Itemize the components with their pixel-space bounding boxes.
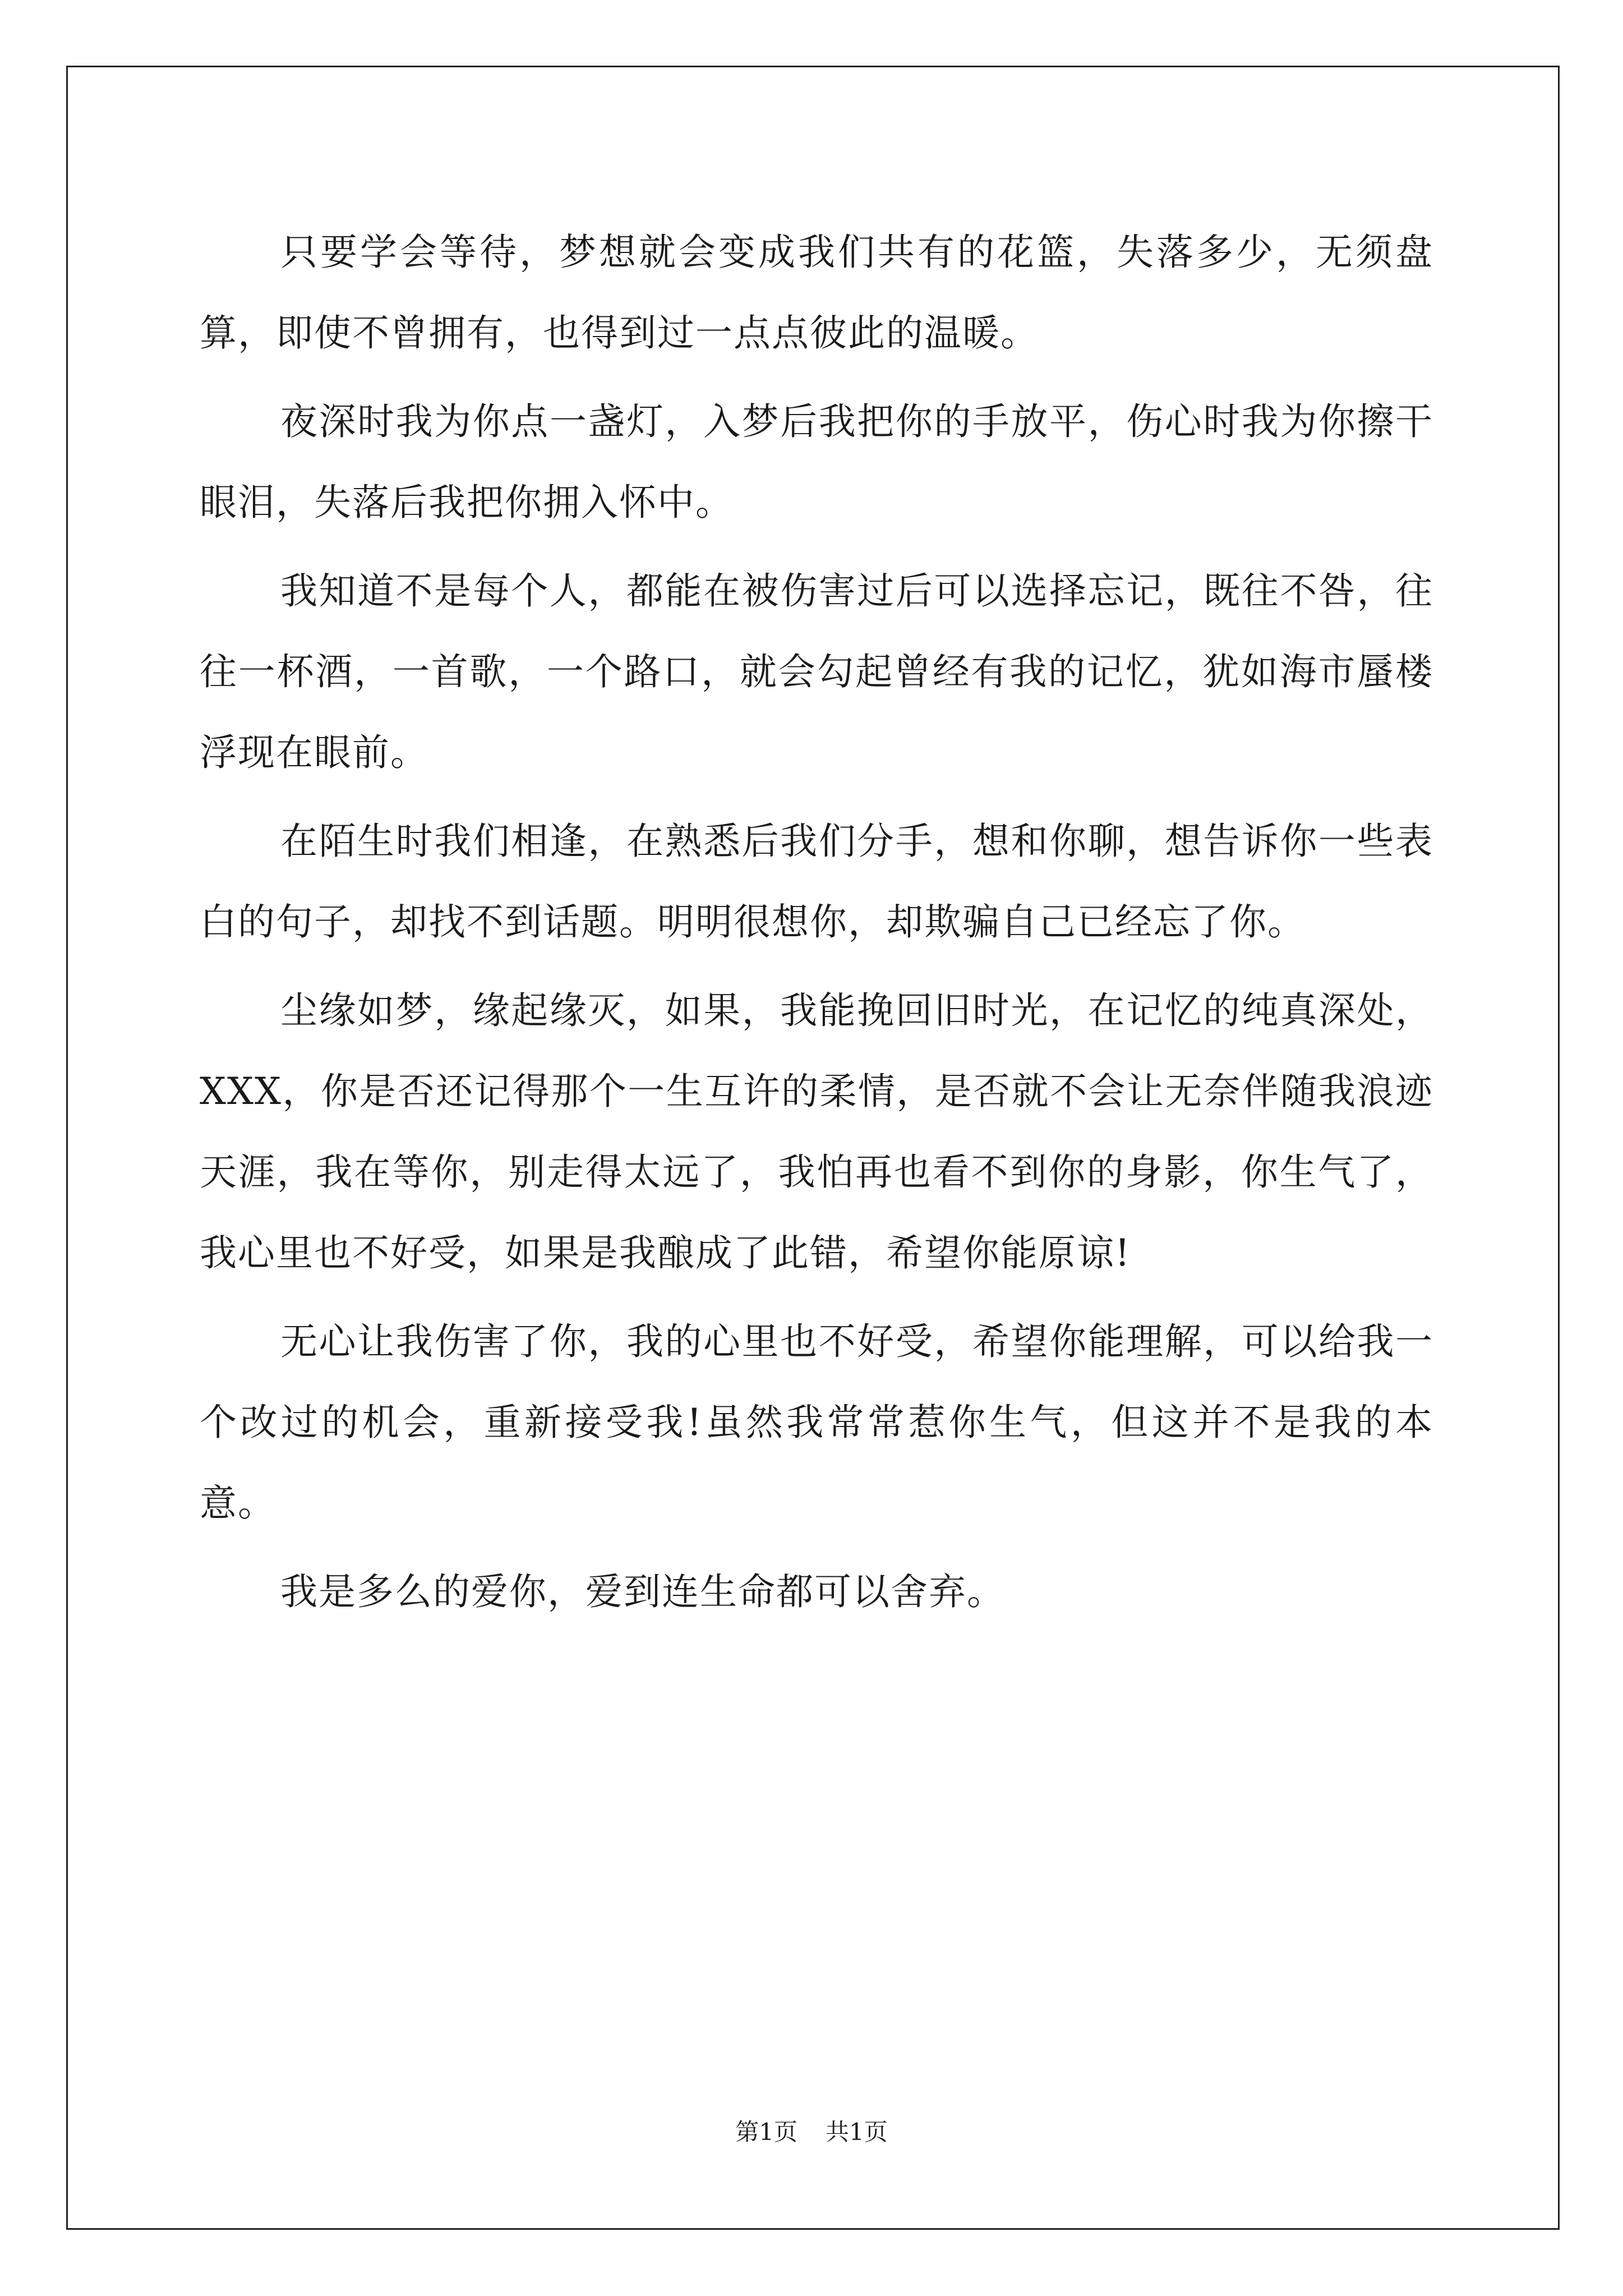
paragraph-1: 只要学会等待，梦想就会变成我们共有的花篮，失落多少，无须盘算，即使不曾拥有，也得到过一点点彼此的温暖。 <box>200 231 1433 355</box>
page-footer <box>0 2114 1623 2147</box>
paragraph-7: 我是多么的爱你，爱到连生命都可以舍弃。 <box>280 1570 1005 1613</box>
paragraph-3: 我知道不是每个人，都能在被伤害过后可以选择忘记，既往不咎，往往一杯酒，一首歌，一个路口，就会勾起曾经有我的记忆，犹如海市蜃楼浮现在眼前。 <box>200 569 1433 774</box>
paragraph-4: 在陌生时我们相逢，在熟悉后我们分手，想和你聊，想告诉你一些表白的句子，却找不到话题。明明很想你，却欺骗自己已经忘了你。 <box>200 820 1433 944</box>
page-total: 共1页 <box>826 2118 888 2146</box>
paragraph-5: 尘缘如梦，缘起缘灭，如果，我能挽回旧时光，在记忆的纯真深处，XXX，你是否还记得那个一生互许的柔情，是否就不会让无奈伴随我浪迹天涯，我在等你，别走得太远了，我怕再也看不到你的身影，你生气了，我心里也不好受，如果是我酿成了此错，希望你能原谅! <box>200 989 1433 1274</box>
paragraph-2: 夜深时我为你点一盏灯，入梦后我把你的手放平，伤心时我为你擦干眼泪，失落后我把你拥入怀中。 <box>200 400 1433 524</box>
paragraph-6: 无心让我伤害了你，我的心里也不好受，希望你能理解，可以给我一个改过的机会，重新接受我!虽然我常常惹你生气，但这并不是我的本意。 <box>200 1320 1433 1525</box>
page-number: 第1页 <box>735 2118 797 2146</box>
document-body <box>200 212 1433 1640</box>
